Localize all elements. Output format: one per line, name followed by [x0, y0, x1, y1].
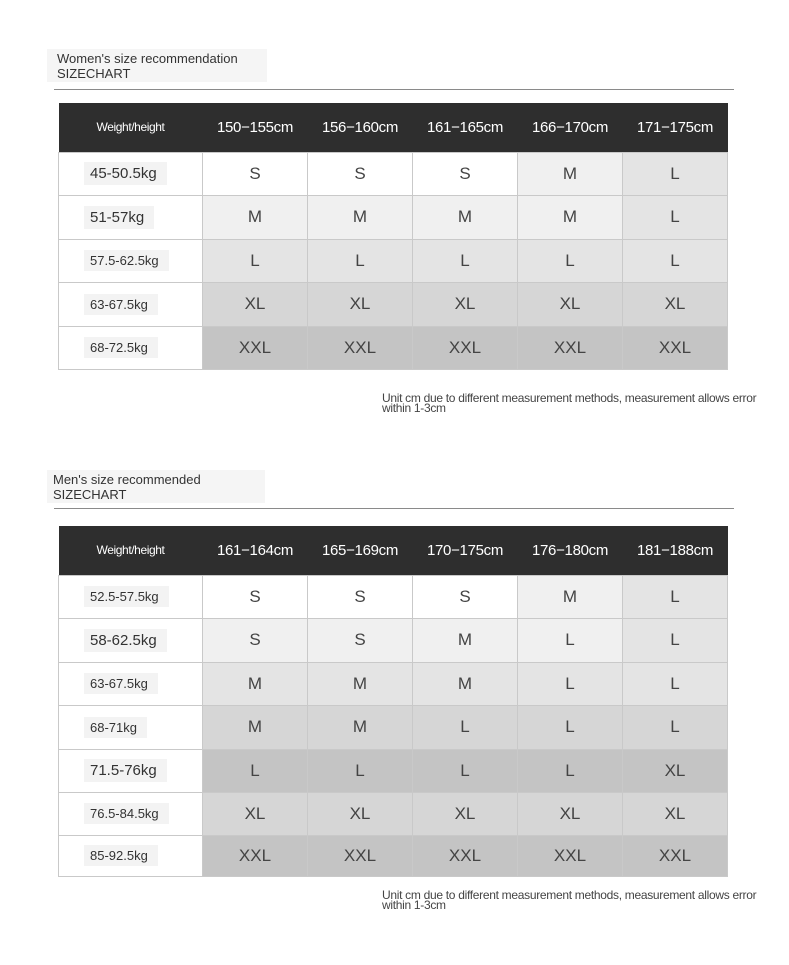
size-cell: XXL [518, 835, 623, 876]
size-cell: XXL [413, 326, 518, 369]
weight-cell [59, 152, 203, 195]
weight-cell [59, 662, 203, 705]
table-row [59, 152, 728, 195]
size-cell: L [518, 239, 623, 282]
weight-cell [59, 326, 203, 369]
weight-cell [59, 835, 203, 876]
size-cell: L [203, 239, 308, 282]
table-row [59, 618, 728, 662]
size-cell: XXL [308, 835, 413, 876]
women-height-header: 150−155cm [203, 103, 308, 152]
size-cell: L [518, 749, 623, 792]
size-cell: S [308, 618, 413, 662]
size-cell: L [623, 152, 728, 195]
weight-label: 63-67.5kg [84, 673, 158, 694]
table-row [59, 749, 728, 792]
women-height-header: 166−170cm [518, 103, 623, 152]
women-measurement-note: Unit cm due to different measurement methods, measurement allows error within 1-3cm [382, 391, 757, 415]
table-row [59, 792, 728, 835]
men-height-header: 161−164cm [203, 526, 308, 575]
table-row [59, 705, 728, 749]
size-cell: L [518, 705, 623, 749]
weight-label: 45-50.5kg [84, 162, 167, 185]
men-measurement-note: Unit cm due to different measurement methods, measurement allows error within 1-3cm [382, 888, 757, 912]
weight-label: 68-71kg [84, 717, 147, 738]
weight-label: 57.5-62.5kg [84, 250, 169, 271]
size-cell: XL [203, 792, 308, 835]
weight-label: 58-62.5kg [84, 629, 167, 652]
size-cell: XXL [623, 835, 728, 876]
size-cell: XL [308, 792, 413, 835]
weight-label: 85-92.5kg [84, 845, 158, 866]
size-cell: M [518, 152, 623, 195]
women-title-divider [54, 89, 734, 90]
size-cell: L [308, 239, 413, 282]
men-title-text: Men's size recommended SIZECHART [53, 471, 201, 502]
size-cell: L [623, 705, 728, 749]
size-cell: S [203, 618, 308, 662]
size-cell: M [518, 575, 623, 618]
size-cell: XXL [518, 326, 623, 369]
weight-cell [59, 239, 203, 282]
size-cell: XL [413, 792, 518, 835]
size-cell: L [203, 749, 308, 792]
women-header-row [59, 103, 728, 152]
size-cell: S [413, 152, 518, 195]
weight-label: 71.5-76kg [84, 759, 167, 782]
weight-label: 63-67.5kg [84, 294, 158, 315]
size-cell: L [623, 575, 728, 618]
size-cell: XL [203, 282, 308, 326]
size-cell: XXL [413, 835, 518, 876]
women-section-title [47, 49, 267, 82]
table-row [59, 662, 728, 705]
weight-cell [59, 749, 203, 792]
size-cell: XL [623, 792, 728, 835]
size-cell: L [518, 618, 623, 662]
weight-label: 52.5-57.5kg [84, 586, 169, 607]
size-cell: M [413, 618, 518, 662]
size-cell: M [413, 662, 518, 705]
weight-cell [59, 705, 203, 749]
table-row [59, 835, 728, 876]
size-cell: L [623, 195, 728, 239]
men-height-header: 170−175cm [413, 526, 518, 575]
weight-label: 51-57kg [84, 206, 154, 229]
table-row [59, 195, 728, 239]
women-size-table [58, 103, 728, 370]
size-cell: M [203, 662, 308, 705]
size-cell: L [413, 749, 518, 792]
size-cell: L [308, 749, 413, 792]
men-corner-header: Weight/height [59, 526, 203, 575]
size-cell: M [203, 195, 308, 239]
size-cell: XL [623, 282, 728, 326]
men-section-title [47, 470, 265, 503]
table-row [59, 239, 728, 282]
men-height-header: 165−169cm [308, 526, 413, 575]
size-cell: XL [413, 282, 518, 326]
size-cell: XL [308, 282, 413, 326]
size-cell: S [203, 152, 308, 195]
size-cell: M [413, 195, 518, 239]
women-title-text: Women's size recommendation SIZECHART [57, 50, 238, 81]
men-title-divider [54, 508, 734, 509]
men-height-header: 181−188cm [623, 526, 728, 575]
size-cell: M [518, 195, 623, 239]
men-size-table [58, 526, 728, 877]
women-corner-header: Weight/height [59, 103, 203, 152]
size-cell: XL [518, 282, 623, 326]
size-cell: L [623, 239, 728, 282]
size-cell: L [413, 239, 518, 282]
weight-cell [59, 575, 203, 618]
weight-cell [59, 618, 203, 662]
men-height-header: 176−180cm [518, 526, 623, 575]
size-cell: S [203, 575, 308, 618]
size-cell: S [413, 575, 518, 618]
size-cell: XL [518, 792, 623, 835]
size-cell: XXL [203, 326, 308, 369]
size-cell: XXL [623, 326, 728, 369]
women-height-header: 171−175cm [623, 103, 728, 152]
weight-cell [59, 792, 203, 835]
size-cell: L [518, 662, 623, 705]
size-cell: M [308, 195, 413, 239]
weight-cell [59, 282, 203, 326]
men-header-row [59, 526, 728, 575]
size-cell: M [203, 705, 308, 749]
size-cell: S [308, 152, 413, 195]
weight-label: 76.5-84.5kg [84, 803, 169, 824]
size-cell: L [623, 662, 728, 705]
size-cell: XXL [203, 835, 308, 876]
weight-label: 68-72.5kg [84, 337, 158, 358]
size-cell: XXL [308, 326, 413, 369]
size-cell: S [308, 575, 413, 618]
weight-cell [59, 195, 203, 239]
women-height-header: 156−160cm [308, 103, 413, 152]
size-cell: M [308, 705, 413, 749]
table-row [59, 326, 728, 369]
size-cell: M [308, 662, 413, 705]
size-cell: L [413, 705, 518, 749]
table-row [59, 282, 728, 326]
size-cell: L [623, 618, 728, 662]
size-cell: XL [623, 749, 728, 792]
women-height-header: 161−165cm [413, 103, 518, 152]
table-row [59, 575, 728, 618]
